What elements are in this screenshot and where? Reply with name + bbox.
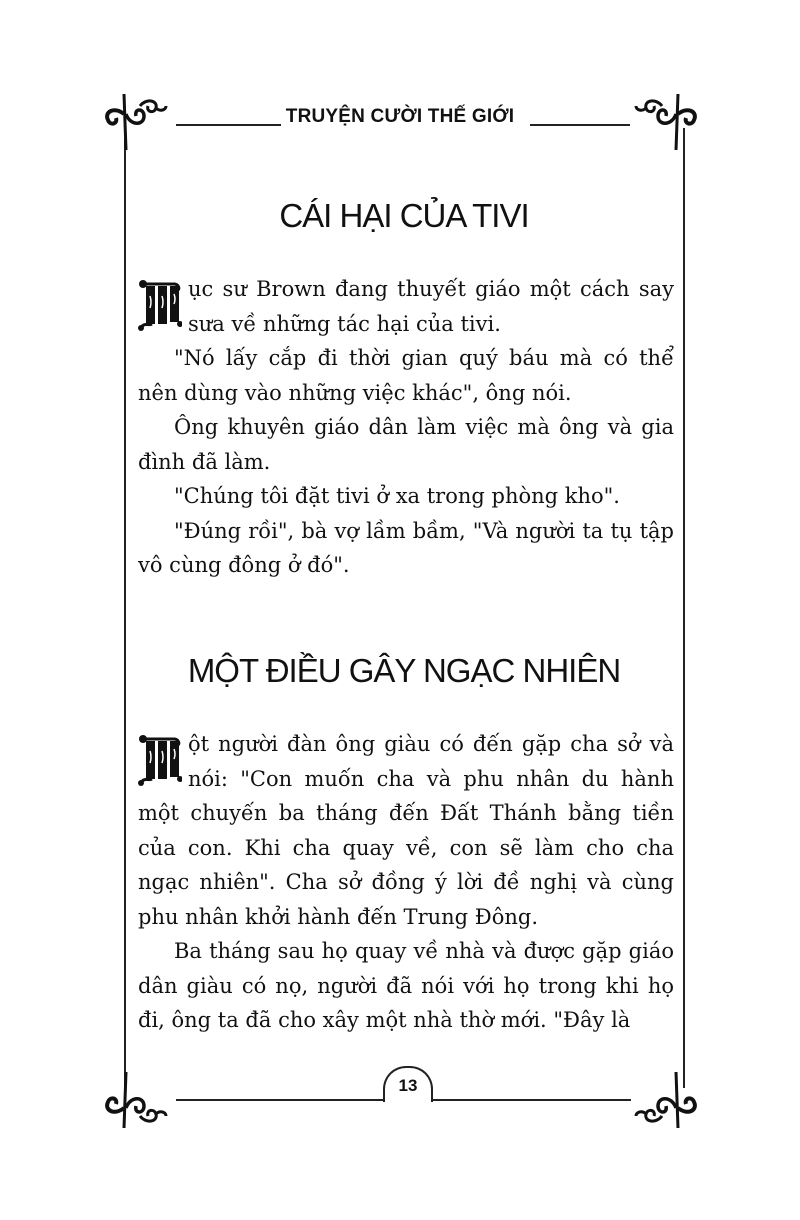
flourish-ornament-icon <box>632 92 702 152</box>
paragraph: Ông khuyên giáo dân làm việc mà ông và gia đình đã làm. <box>138 415 674 474</box>
flourish-ornament-icon <box>632 1070 702 1130</box>
story-title: CÁI HẠI CỦA TIVI <box>279 197 529 234</box>
flourish-ornament-icon <box>100 1070 170 1130</box>
paragraph: Ba tháng sau họ quay về nhà và được gặp giáo dân giàu có nọ, người đã nói với họ trong khi họ đi, ông ta đã cho xây một nhà thờ mới. "Đây là <box>138 939 674 1032</box>
running-head: TRUYỆN CƯỜI THẾ GIỚI <box>285 106 515 127</box>
dropcap-m-icon <box>138 276 182 332</box>
paragraph-text: ục sư Brown đang thuyết giáo một cách say sưa về những tác hại của tivi. <box>188 277 674 336</box>
right-border-line <box>683 128 685 1088</box>
paragraph-text: ột người đàn ông giàu có đến gặp cha sở và nói: "Con muốn cha và phu nhân du hành một chuyến ba tháng đến Đất Thánh bằng tiền của con. Khi cha quay về, con sẽ làm cho cha ngạc nhiên". Cha sở đồng ý lời đề nghị và cùng phu nhân khởi hành đến Trung Đông. <box>138 732 674 929</box>
paragraph: "Chúng tôi đặt tivi ở xa trong phòng kho". <box>174 484 620 508</box>
story-body <box>138 272 674 583</box>
paragraph <box>138 272 674 341</box>
paragraph: "Đúng rồi", bà vợ lầm bầm, "Và người ta tụ tập vô cùng đông ở đó". <box>138 518 674 577</box>
paragraph: "Nó lấy cắp đi thời gian quý báu mà có thể nên dùng vào những việc khác", ông nói. <box>138 346 674 405</box>
page-number: 13 <box>383 1066 433 1102</box>
header-rule-right <box>530 124 630 126</box>
dropcap-m-icon <box>138 731 182 787</box>
story-body <box>138 727 674 1038</box>
story-title: MỘT ĐIỀU GÂY NGẠC NHIÊN <box>187 652 621 689</box>
paragraph <box>138 727 674 934</box>
left-border-line <box>124 128 126 1088</box>
